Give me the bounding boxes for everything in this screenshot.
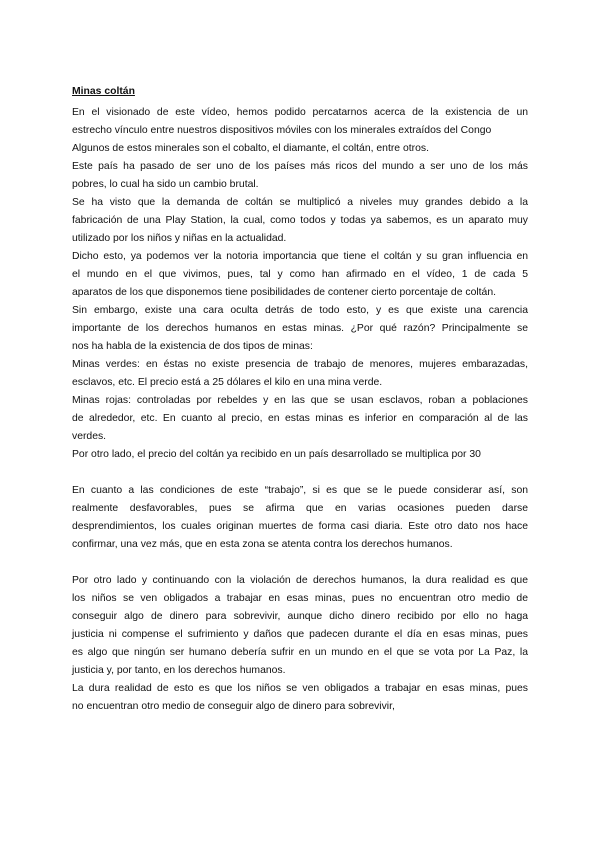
document-title: Minas coltán bbox=[72, 86, 135, 97]
text-line: justicia y, por tanto, en los derechos humanos. bbox=[72, 665, 286, 676]
text-line: pobres, lo cual ha sido un cambio brutal. bbox=[72, 179, 259, 190]
section-1 bbox=[72, 104, 528, 464]
section-3 bbox=[72, 572, 528, 716]
document-body bbox=[72, 84, 528, 716]
text-line: Sin embargo, existe una cara oculta detrás de todo esto, y es que existe una carencia bbox=[72, 305, 528, 316]
text-line: los niños se ven obligados a trabajar en esas minas, pues no encuentran otro medio de bbox=[72, 593, 528, 604]
text-line: realmente desfavorables, pues se afirma que en varias ocasiones pueden darse bbox=[72, 503, 528, 514]
text-line: En el visionado de este vídeo, hemos podido percatarnos acerca de la existencia de un bbox=[72, 107, 528, 118]
text-line: Algunos de estos minerales son el cobalto, el diamante, el coltán, entre otros. bbox=[72, 143, 429, 154]
text-line: conseguir algo de dinero para sobrevivir, aunque dicho dinero recibido por ello no haga bbox=[72, 611, 528, 622]
text-line: de alrededor, etc. En cuanto al precio, en estas minas es inferior en comparación al de las bbox=[72, 413, 528, 424]
text-line: verdes. bbox=[72, 431, 107, 442]
text-line: confirmar, una vez más, que en esta zona se atenta contra los derechos humanos. bbox=[72, 539, 453, 550]
text-line: es algo que ningún ser humano debería sufrir en un mundo en el que se vota por La Paz, la bbox=[72, 647, 528, 658]
text-line: aparatos de los que disponemos tiene posibilidades de contener cierto porcentaje de coltán. bbox=[72, 287, 496, 298]
paragraph-spacer bbox=[72, 464, 528, 482]
text-line: Dicho esto, ya podemos ver la notoria importancia que tiene el coltán y su gran influencia en bbox=[72, 251, 528, 262]
text-line: Por otro lado y continuando con la violación de derechos humanos, la dura realidad es que bbox=[72, 575, 528, 586]
text-line: no encuentran otro medio de conseguir algo de dinero para sobrevivir, bbox=[72, 701, 395, 712]
paragraph-spacer bbox=[72, 554, 528, 572]
text-line: desprendimientos, los cuales originan muertes de forma casi diaria. Este otro dato nos hace bbox=[72, 521, 528, 532]
text-line: nos ha habla de la existencia de dos tipos de minas: bbox=[72, 341, 313, 352]
text-line: Este país ha pasado de ser uno de los países más ricos del mundo a ser uno de los más bbox=[72, 161, 528, 172]
text-line: La dura realidad de esto es que los niños se ven obligados a trabajar en esas minas, pues bbox=[72, 683, 528, 694]
text-line: justicia ni compense el sufrimiento y daños que padecen durante el día en esas minas, pues bbox=[72, 629, 528, 640]
text-line: esclavos, etc. El precio está a 25 dólares el kilo en una mina verde. bbox=[72, 377, 383, 388]
text-line: importante de los derechos humanos en estas minas. ¿Por qué razón? Principalmente se bbox=[72, 323, 528, 334]
text-line: el mundo en el que vivimos, pues, tal y como han afirmado en el vídeo, 1 de cada 5 bbox=[72, 269, 528, 280]
text-line: estrecho vínculo entre nuestros dispositivos móviles con los minerales extraídos del Congo bbox=[72, 125, 492, 136]
text-line: Se ha visto que la demanda de coltán se multiplicó a niveles muy grandes debido a la bbox=[72, 197, 528, 208]
text-line: utilizado por los niños y niñas en la actualidad. bbox=[72, 233, 287, 244]
text-line: Minas verdes: en éstas no existe presencia de trabajo de menores, mujeres embarazadas, bbox=[72, 359, 528, 370]
text-line: Minas rojas: controladas por rebeldes y en las que se usan esclavos, roban a poblaciones bbox=[72, 395, 528, 406]
text-line: Por otro lado, el precio del coltán ya recibido en un país desarrollado se multiplica por 30 bbox=[72, 449, 481, 460]
text-line: fabricación de una Play Station, la cual, como todos y todas ya sabemos, es un aparato muy bbox=[72, 215, 528, 226]
text-line: En cuanto a las condiciones de este “trabajo”, si es que se le puede considerar así, son bbox=[72, 485, 528, 496]
section-2 bbox=[72, 482, 528, 554]
